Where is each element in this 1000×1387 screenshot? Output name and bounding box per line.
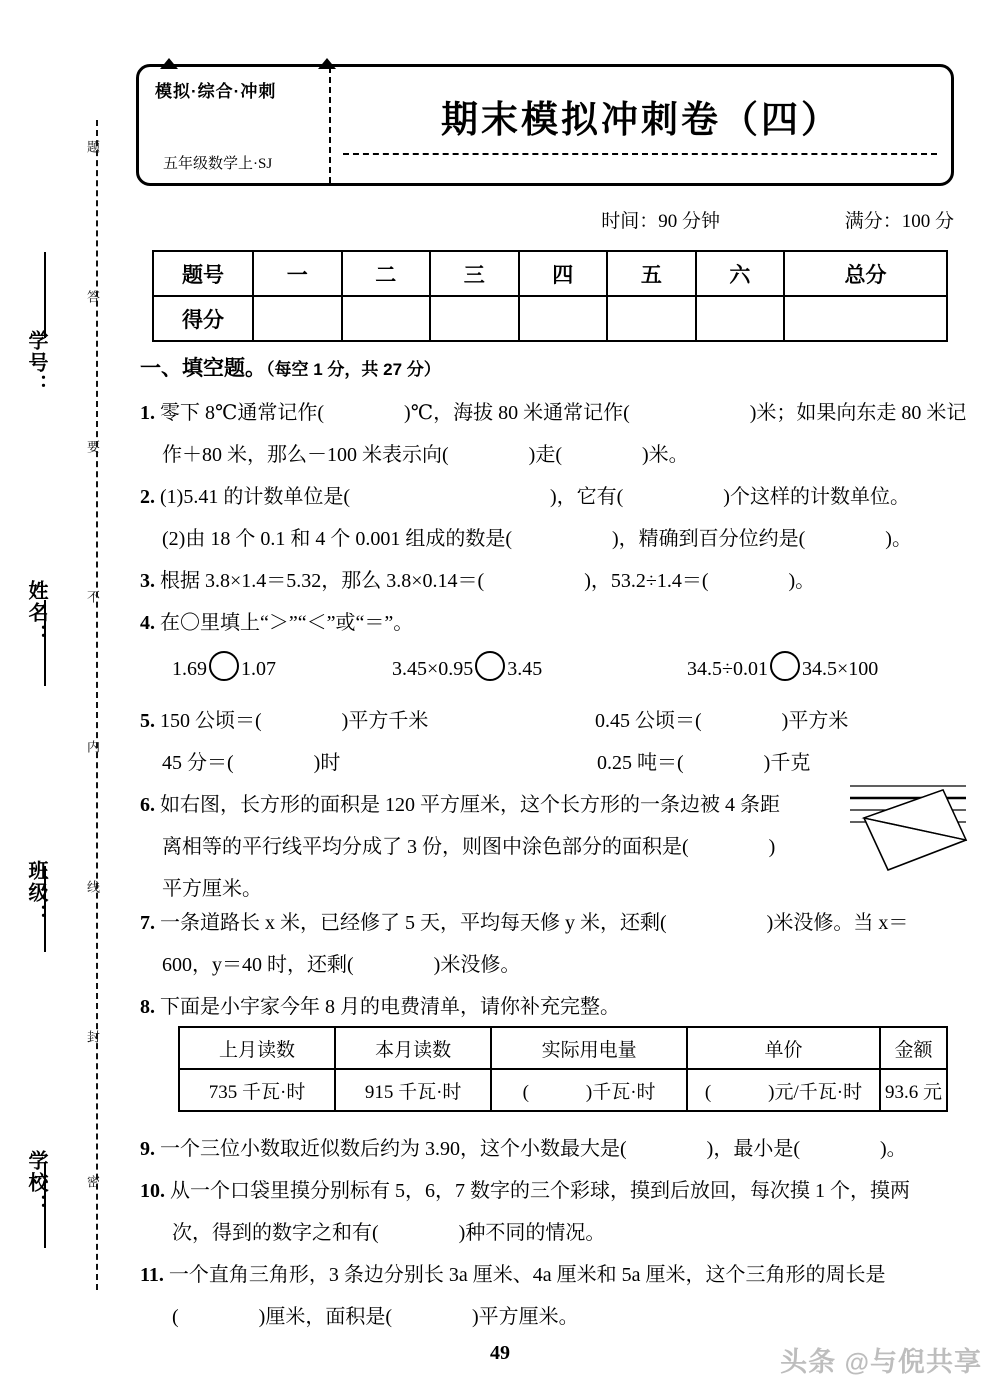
conversion-row-2 — [140, 742, 848, 784]
bill-value-usage-blank[interactable]: ( )千瓦·时 — [491, 1069, 687, 1111]
question-3 — [140, 560, 815, 602]
conversion-left-1: 150 公顷＝( )平方千米 — [160, 710, 429, 732]
watermark — [780, 1340, 982, 1379]
question-line: 零下 8℃通常记作( )℃，海拔 80 米通常记作( )米；如果向东走 80 米记 — [160, 402, 967, 424]
score-cell[interactable] — [696, 296, 785, 341]
question-line: 一条道路长 x 米，已经修了 5 天，平均每天修 y 米，还剩( )米没修。当 x＝ — [160, 912, 909, 934]
table-row — [153, 296, 947, 341]
question-line: 离相等的平行线平均分成了 3 份，则图中涂色部分的面积是( ) — [162, 836, 776, 858]
subject-label: 五年级数学上·SJ — [163, 156, 273, 172]
question-8 — [140, 986, 620, 1028]
question-line: ( )厘米，面积是( )平方厘米。 — [172, 1306, 579, 1328]
bill-header-curr-reading: 本月读数 — [335, 1027, 491, 1069]
comparison-3 — [687, 648, 878, 690]
score-table-col-1: 一 — [253, 251, 342, 296]
question-number: 1. — [140, 402, 155, 424]
question-number: 3. — [140, 570, 155, 592]
question-line: 一个三位小数取近似数后约为 3.90，这个小数最大是( )，最小是( )。 — [160, 1138, 907, 1160]
question-line: 下面是小宇家今年 8 月的电费清单，请你补充完整。 — [160, 996, 620, 1018]
question-4-comparisons — [172, 648, 878, 690]
bill-value-prev-reading: 735 千瓦·时 — [179, 1069, 335, 1111]
comparison-right: 34.5×100 — [801, 658, 879, 680]
question-number: 7. — [140, 912, 155, 934]
question-line: 如右图，长方形的面积是 120 平方厘米，这个长方形的一条边被 4 条距 — [160, 794, 780, 816]
watermark-prefix: 头条 — [780, 1347, 837, 1377]
score-cell[interactable] — [519, 296, 608, 341]
score-table-col-total: 总分 — [784, 251, 947, 296]
bill-header-prev-reading: 上月读数 — [179, 1027, 335, 1069]
bill-header-amount: 金额 — [880, 1027, 947, 1069]
header-right-panel — [331, 67, 951, 183]
seal-mini-char: 封 — [85, 1030, 100, 1043]
seal-label-name: 姓名： — [25, 580, 47, 646]
page-title: 期末模拟冲刺卷（四） — [441, 99, 841, 140]
question-2 — [140, 476, 912, 560]
bill-value-amount: 93.6 元 — [880, 1069, 947, 1111]
section-heading-text: 一、填空题。 — [140, 357, 266, 380]
score-cell[interactable] — [430, 296, 519, 341]
question-9 — [140, 1128, 907, 1170]
question-6 — [140, 784, 780, 910]
section-score-note: （每空 1 分，共 27 分） — [266, 360, 441, 379]
series-label: 模拟·综合·冲刺 — [155, 82, 277, 101]
sealing-column — [0, 0, 130, 1387]
paper-header-box — [136, 64, 954, 186]
seal-rule — [44, 252, 46, 338]
score-table — [152, 250, 948, 342]
comparison-left: 34.5÷0.01 — [687, 658, 768, 680]
seal-mini-char: 线 — [85, 880, 100, 893]
question-10 — [140, 1170, 910, 1254]
question-7 — [140, 902, 908, 986]
question-number: 2. — [140, 486, 155, 508]
question-line: 600，y＝40 时，还剩( )米没修。 — [162, 954, 521, 976]
score-cell[interactable] — [253, 296, 342, 341]
comparison-left: 1.69 — [172, 658, 207, 680]
score-table-row-label: 得分 — [153, 296, 253, 341]
comparison-1 — [172, 648, 387, 690]
conversion-right-2: 0.25 吨＝( )千克 — [597, 752, 811, 774]
header-left-panel — [139, 67, 331, 183]
question-11 — [140, 1254, 886, 1338]
comparison-circle-blank[interactable] — [475, 651, 505, 681]
question-4 — [140, 602, 413, 644]
table-row — [179, 1069, 947, 1111]
electricity-bill-table — [178, 1026, 948, 1112]
bill-header-usage: 实际用电量 — [491, 1027, 687, 1069]
seal-mini-char: 密 — [85, 1175, 100, 1188]
conversion-right-1: 0.45 公顷＝( )平方米 — [595, 710, 849, 732]
question-line: 作＋80 米，那么－100 米表示向( )走( )米。 — [162, 444, 689, 466]
bill-value-curr-reading: 915 千瓦·时 — [335, 1069, 491, 1111]
question-5 — [140, 700, 848, 784]
watermark-at-symbol: @ — [844, 1349, 870, 1377]
question-line: (2)由 18 个 0.1 和 4 个 0.001 组成的数是( )，精确到百分位约是( )。 — [162, 528, 912, 550]
score-table-col-2: 二 — [342, 251, 431, 296]
question-line: 次，得到的数字之和有( )种不同的情况。 — [172, 1222, 606, 1244]
comparison-2 — [392, 648, 682, 690]
seal-mini-char: 题 — [85, 140, 100, 153]
seal-mini-char: 要 — [85, 440, 100, 453]
seal-label-school: 学校： — [25, 1150, 47, 1216]
question-number: 9. — [140, 1138, 155, 1160]
table-row — [153, 251, 947, 296]
exam-full-score: 满分：100 分 — [844, 211, 954, 232]
seal-label-student-id: 学号： — [25, 330, 47, 396]
seal-mini-char: 答 — [85, 290, 100, 303]
question-line: 根据 3.8×1.4＝5.32，那么 3.8×0.14＝( )，53.2÷1.4＝( )。 — [160, 570, 816, 592]
score-table-col-6: 六 — [696, 251, 785, 296]
score-table-col-3: 三 — [430, 251, 519, 296]
score-table-col-4: 四 — [519, 251, 608, 296]
comparison-circle-blank[interactable] — [209, 651, 239, 681]
comparison-circle-blank[interactable] — [770, 651, 800, 681]
title-underline-dashed — [343, 153, 937, 155]
section-heading-fill-blanks — [140, 352, 441, 382]
question-number: 5. — [140, 710, 155, 732]
comparison-right: 3.45 — [507, 658, 543, 680]
question-number: 10. — [140, 1180, 165, 1202]
score-cell[interactable] — [784, 296, 947, 341]
question-line: 在〇里填上“＞”“＜”或“＝”。 — [160, 612, 414, 634]
question-line: (1)5.41 的计数单位是( )，它有( )个这样的计数单位。 — [160, 486, 910, 508]
seal-mini-char: 内 — [85, 740, 100, 753]
question-line: 一个直角三角形，3 条边分别长 3a 厘米、4a 厘米和 5a 厘米，这个三角形的周长是 — [168, 1264, 886, 1286]
question-number: 4. — [140, 612, 155, 634]
score-table-row-label: 题号 — [153, 251, 253, 296]
question-1 — [140, 392, 966, 476]
page-number: 49 — [490, 1342, 510, 1364]
question-number: 11. — [140, 1264, 164, 1286]
question-number: 8. — [140, 996, 155, 1018]
watermark-name: 与倪共享 — [870, 1347, 982, 1377]
seal-label-class: 班级： — [25, 860, 47, 926]
question-line: 平方厘米。 — [162, 878, 262, 900]
score-cell[interactable] — [342, 296, 431, 341]
bill-value-unit-price-blank[interactable]: ( )元/千瓦·时 — [687, 1069, 880, 1111]
score-table-col-5: 五 — [607, 251, 696, 296]
comparison-right: 1.07 — [241, 658, 276, 680]
conversion-left-2: 45 分＝( )时 — [162, 752, 341, 774]
rectangle-parallel-lines-figure — [848, 778, 970, 882]
table-row — [179, 1027, 947, 1069]
seal-mini-char: 不 — [85, 590, 100, 603]
exam-meta — [136, 206, 954, 233]
bill-header-unit-price: 单价 — [687, 1027, 880, 1069]
question-number: 6. — [140, 794, 155, 816]
exam-time: 时间：90 分钟 — [601, 211, 720, 232]
comparison-left: 3.45×0.95 — [392, 658, 474, 680]
score-cell[interactable] — [607, 296, 696, 341]
question-line: 从一个口袋里摸分别标有 5，6，7 数字的三个彩球，摸到后放回，每次摸 1 个，摸两 — [170, 1180, 910, 1202]
